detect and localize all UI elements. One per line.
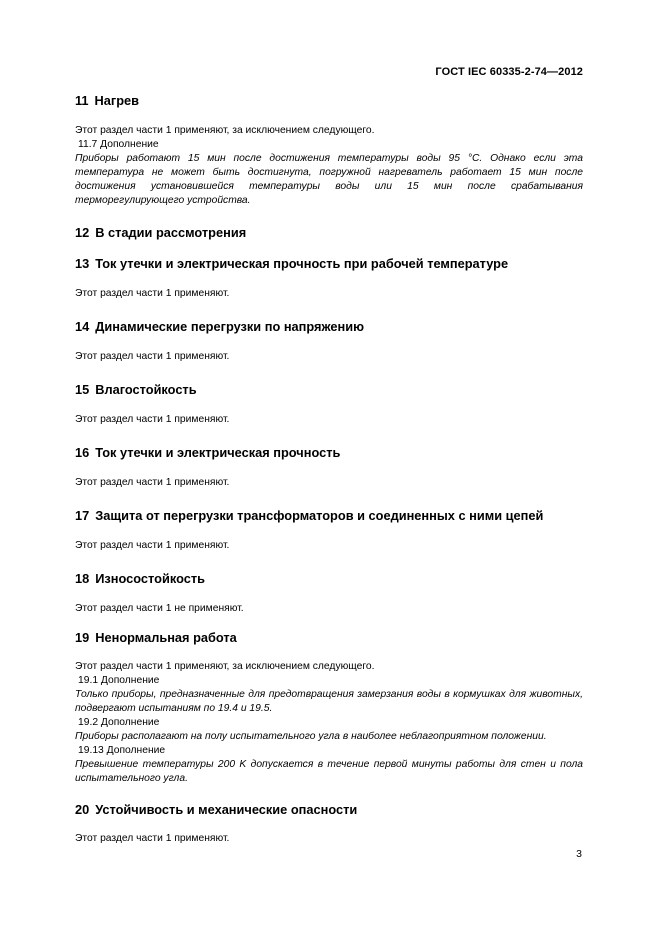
section-16 xyxy=(75,445,583,490)
section-number: 13 xyxy=(75,256,90,271)
section-11 xyxy=(75,93,583,208)
section-number: 19 xyxy=(75,630,90,645)
clause-text: Превышение температуры 200 K допускается в течение первой минуты работы для стен и пола испытательного угла. xyxy=(75,759,583,784)
section-intro: Этот раздел части 1 применяют. xyxy=(75,833,230,844)
clause-label: 19.13 Дополнение xyxy=(78,745,166,756)
section-intro: Этот раздел части 1 применяют. xyxy=(75,477,230,488)
clause-label: 19.2 Дополнение xyxy=(78,717,160,728)
section-20 xyxy=(75,802,583,846)
section-title: Влагостойкость xyxy=(95,382,197,397)
section-heading xyxy=(75,630,583,646)
section-intro: Этот раздел части 1 применяют, за исключением следующего. xyxy=(75,125,375,136)
section-heading xyxy=(75,319,583,335)
section-17 xyxy=(75,508,583,553)
section-heading xyxy=(75,256,583,272)
section-heading xyxy=(75,802,583,818)
section-number: 16 xyxy=(75,445,90,460)
clause-text: Приборы располагают на полу испытательного угла в наиболее неблагоприятном положении. xyxy=(75,731,547,742)
section-title: В стадии рассмотрения xyxy=(95,225,247,240)
standard-designation: ГОСТ IEC 60335-2-74—2012 xyxy=(435,66,583,78)
section-12 xyxy=(75,225,583,241)
section-intro: Этот раздел части 1 не применяют. xyxy=(75,603,244,614)
section-title: Ток утечки и электрическая прочность xyxy=(95,445,341,460)
section-heading xyxy=(75,445,583,461)
section-intro: Этот раздел части 1 применяют. xyxy=(75,351,230,362)
section-number: 12 xyxy=(75,225,90,240)
section-number: 15 xyxy=(75,382,90,397)
section-heading xyxy=(75,508,583,524)
section-title: Защита от перегрузки трансформаторов и соединенных с ними цепей xyxy=(95,508,544,523)
section-number: 20 xyxy=(75,802,90,817)
section-number: 18 xyxy=(75,571,90,586)
section-title: Нагрев xyxy=(94,93,140,108)
document-body xyxy=(75,93,583,846)
section-title: Ненормальная работа xyxy=(95,630,237,645)
section-title: Ток утечки и электрическая прочность при рабочей температуре xyxy=(95,256,509,271)
section-title: Динамические перегрузки по напряжению xyxy=(95,319,365,334)
section-14 xyxy=(75,319,583,364)
section-intro: Этот раздел части 1 применяют. xyxy=(75,540,230,551)
page-number: 3 xyxy=(576,848,582,860)
clause-text: Приборы работают 15 мин после достижения температуры воды 95 °C. Однако если эта температура не может быть достигнута, погружной нагреватель работает 15 мин после достижения установившейся температуры воды или 15 мин после срабатывания терморегулирующего устройства. xyxy=(75,153,583,206)
section-13 xyxy=(75,256,583,301)
clause-label: 19.1 Дополнение xyxy=(78,675,160,686)
section-title: Износостойкость xyxy=(95,571,205,586)
section-18 xyxy=(75,571,583,616)
section-heading xyxy=(75,382,583,398)
section-number: 14 xyxy=(75,319,90,334)
section-heading xyxy=(75,225,583,241)
section-15 xyxy=(75,382,583,427)
section-heading xyxy=(75,93,583,109)
section-19 xyxy=(75,630,583,786)
section-heading xyxy=(75,571,583,587)
clause-text: Только приборы, предназначенные для предотвращения замерзания воды в кормушках для животных, подвергают испытаниям по 19.4 и 19.5. xyxy=(75,689,583,714)
section-number: 11 xyxy=(75,93,89,108)
section-title: Устойчивость и механические опасности xyxy=(95,802,358,817)
section-intro: Этот раздел части 1 применяют. xyxy=(75,414,230,425)
clause-label: 11.7 Дополнение xyxy=(78,139,159,150)
section-number: 17 xyxy=(75,508,90,523)
section-intro: Этот раздел части 1 применяют. xyxy=(75,288,230,299)
section-intro: Этот раздел части 1 применяют, за исключением следующего. xyxy=(75,661,375,672)
